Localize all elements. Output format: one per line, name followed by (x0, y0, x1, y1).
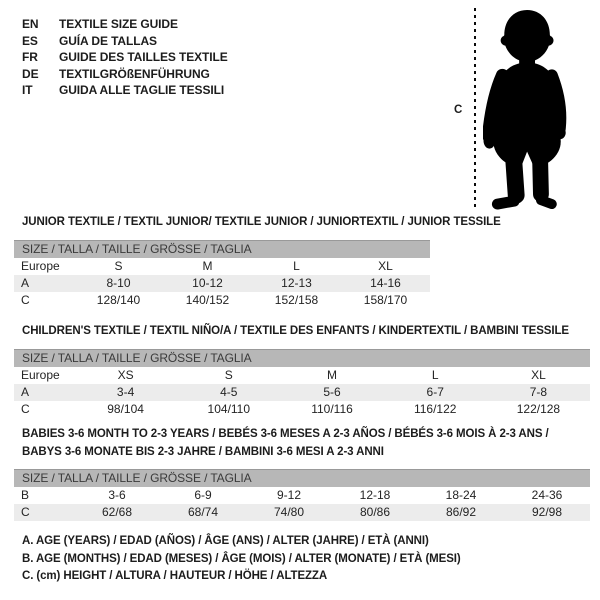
table-cell: 68/74 (187, 505, 219, 519)
size-header-bar: SIZE / TALLA / TAILLE / GRÖSSE / TAGLIA (14, 240, 430, 258)
table-cell: 3-6 (108, 488, 126, 502)
row-label: Europe (21, 259, 60, 273)
table-cell: L (431, 368, 439, 382)
table-cell: 14-16 (370, 276, 401, 290)
table-cell: 6-9 (194, 488, 212, 502)
table-cell: 80/86 (359, 505, 391, 519)
row-label: B (21, 488, 30, 502)
table-cell: 104/110 (207, 402, 251, 416)
table-cell: 86/92 (445, 505, 477, 519)
language-title: GUÍA DE TALLAS (59, 33, 157, 48)
language-code: EN (22, 17, 39, 31)
table-cell: 128/140 (96, 293, 141, 307)
legend (22, 533, 461, 586)
table-cell: XS (117, 368, 134, 382)
table-cell: 152/158 (274, 293, 319, 307)
table-cell: 18-24 (445, 488, 477, 502)
babies-textile-title (14, 426, 590, 461)
table-cell: 5-6 (323, 385, 341, 399)
height-measure-dashed-line (474, 8, 476, 208)
language-title: TEXTILE SIZE GUIDE (59, 17, 178, 31)
table-cell: 62/68 (101, 505, 133, 519)
baby-height-figure (440, 0, 600, 220)
row-label: C (21, 505, 30, 519)
table-cell: XL (531, 368, 546, 382)
table-row-age-months (14, 487, 590, 504)
row-label: A (21, 276, 30, 290)
legend-line-a: A. AGE (YEARS) / EDAD (AÑOS) / ÂGE (ANS) / ALTER (JAHRE) / ETÀ (ANNI) (22, 535, 429, 547)
row-label: Europe (21, 368, 60, 382)
row-label: C (21, 402, 30, 416)
table-cell: M (327, 368, 337, 382)
table-row-europe (14, 258, 430, 275)
language-row-es (22, 33, 228, 50)
table-row-height (14, 504, 590, 521)
table-cell: XL (378, 259, 393, 273)
table-cell: S (114, 259, 123, 273)
language-list (22, 16, 228, 99)
row-label: A (21, 385, 30, 399)
size-header-bar: SIZE / TALLA / TAILLE / GRÖSSE / TAGLIA (14, 469, 590, 487)
size-header-bar: SIZE / TALLA / TAILLE / GRÖSSE / TAGLIA (14, 349, 590, 367)
language-row-fr (22, 49, 228, 66)
table-row-age (14, 384, 590, 401)
table-row-europe (14, 367, 590, 384)
table-cell: L (293, 259, 300, 273)
childrens-textile-section (14, 325, 590, 418)
table-cell: M (202, 259, 213, 273)
table-cell: 24-36 (531, 488, 563, 502)
table-cell: 122/128 (516, 402, 561, 416)
language-code: ES (22, 33, 38, 48)
table-cell: 6-7 (426, 385, 444, 399)
junior-textile-section (14, 216, 501, 309)
table-cell: 3-4 (116, 385, 135, 399)
language-code: FR (22, 50, 38, 64)
baby-silhouette-icon (483, 4, 588, 212)
language-code: IT (22, 83, 33, 97)
table-cell: 110/116 (311, 402, 353, 416)
row-label: C (21, 293, 30, 307)
table-cell: 9-12 (276, 488, 302, 502)
table-cell: 10-12 (192, 276, 223, 290)
table-cell: S (224, 368, 233, 382)
language-title: GUIDA ALLE TAGLIE TESSILI (59, 83, 225, 97)
babies-title-line-1: BABIES 3-6 MONTH TO 2-3 YEARS / BEBÉS 3-6 MESES A 2-3 AÑOS / BÉBÉS 3-6 MOIS À 2-3 ANS / (22, 428, 549, 440)
table-cell: 12-13 (281, 276, 312, 290)
table-cell: 98/104 (107, 402, 144, 416)
language-row-en (22, 16, 228, 33)
table-cell: 92/98 (531, 505, 563, 519)
table-cell: 4-5 (220, 385, 238, 399)
table-cell: 7-8 (529, 385, 548, 399)
language-code: DE (22, 66, 39, 81)
table-cell: 12-18 (359, 488, 391, 502)
babies-title-line-2: BABYS 3-6 MONATE BIS 2-3 JAHRE / BAMBINI 3-6 MESI A 2-3 ANNI (22, 445, 384, 458)
table-cell: 140/152 (185, 293, 230, 307)
language-row-it (22, 82, 228, 99)
table-cell: 158/170 (363, 293, 408, 307)
language-title: GUIDE DES TAILLES TEXTILE (59, 50, 228, 64)
table-row-age (14, 275, 430, 292)
childrens-textile-title: CHILDREN'S TEXTILE / TEXTIL NIÑO/A / TEXTILE DES ENFANTS / KINDERTEXTIL / BAMBINI TESSILE (22, 325, 569, 337)
table-cell: 74/80 (273, 505, 305, 519)
legend-line-c: C. (cm) HEIGHT / ALTURA / HAUTEUR / HÖHE / ALTEZZA (22, 570, 328, 582)
table-row-height (14, 401, 590, 418)
table-cell: 116/122 (413, 402, 457, 416)
table-cell: 8-10 (106, 276, 131, 290)
language-title: TEXTILGRÖßENFÜHRUNG (59, 66, 210, 81)
babies-textile-section (14, 426, 590, 521)
height-measure-label: C (454, 104, 463, 116)
legend-line-b: B. AGE (MONTHS) / EDAD (MESES) / ÂGE (MOIS) / ALTER (MONATE) / ETÀ (MESI) (22, 552, 461, 565)
language-row-de (22, 66, 228, 83)
junior-textile-title: JUNIOR TEXTILE / TEXTIL JUNIOR/ TEXTILE JUNIOR / JUNIORTEXTIL / JUNIOR TESSILE (22, 216, 501, 228)
table-row-height (14, 292, 430, 309)
